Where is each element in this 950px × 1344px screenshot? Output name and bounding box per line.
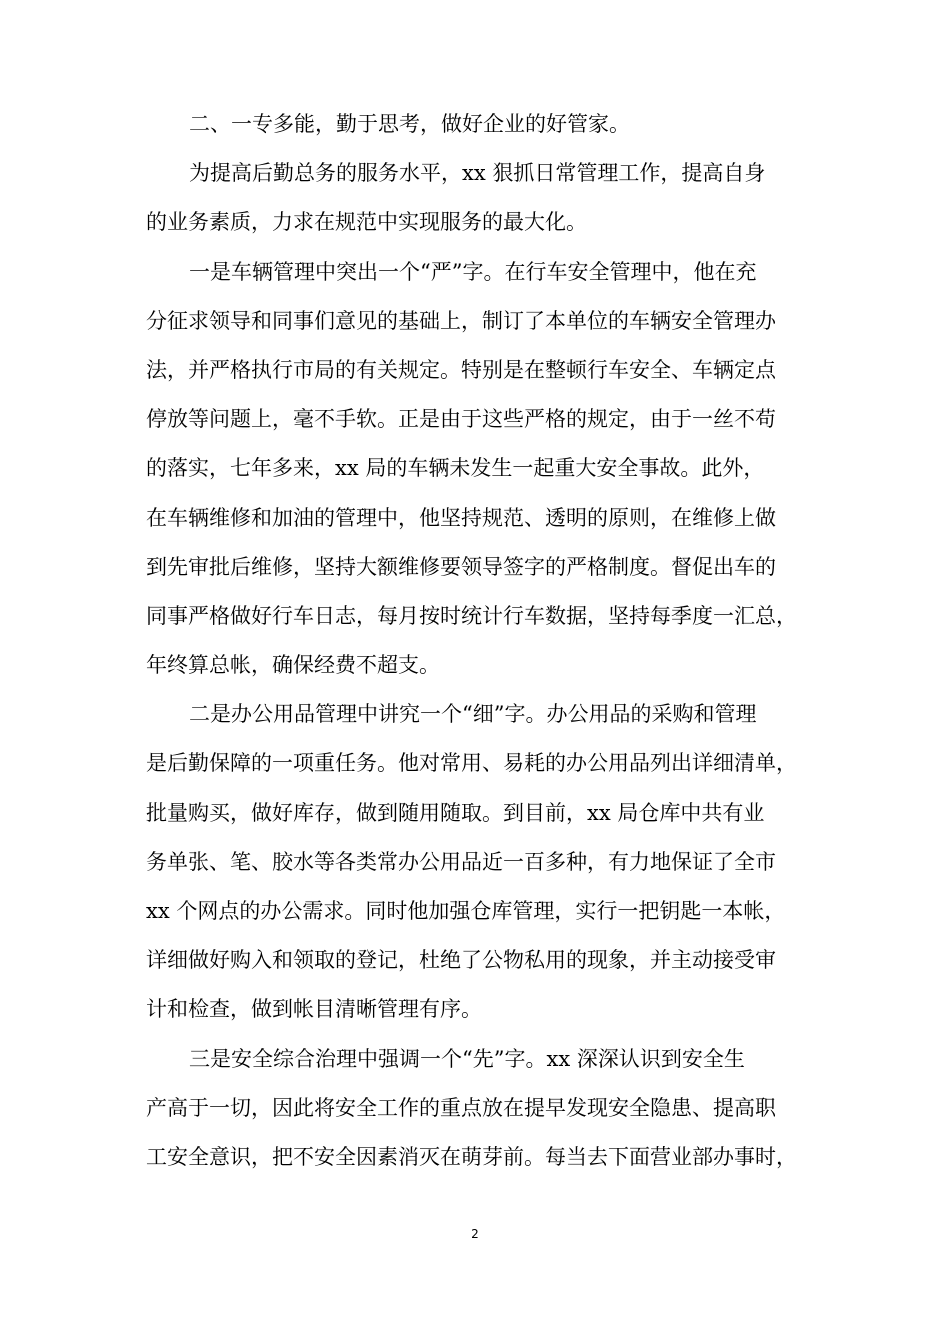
text-line: 的落实，七年多来，xx 局的车辆未发生一起重大安全事故。此外， [146,456,765,481]
text-line: 产高于一切，因此将安全工作的重点放在提早发现安全隐患、提高职 [146,1095,776,1120]
text-line: 务单张、笔、胶水等各类常办公用品近一百多种，有力地保证了全市 [146,849,776,874]
text-line: 批量购买，做好库存，做到随用随取。到目前，xx 局仓库中共有业 [146,800,765,825]
text-line: 二、一专多能，勤于思考，做好企业的好管家。 [189,112,630,136]
page-number: 2 [471,1227,479,1241]
text-line: 一是车辆管理中突出一个“严”字。在行车安全管理中，他在充 [189,259,757,284]
text-line: 法，并严格执行市局的有关规定。特别是在整顿行车安全、车辆定点 [146,357,776,382]
text-line: 到先审批后维修，坚持大额维修要领导签字的严格制度。督促出车的 [146,554,776,579]
document-body [146,100,812,1182]
text-line: 二是办公用品管理中讲究一个“细”字。办公用品的采购和管理 [189,702,757,727]
text-line: 详细做好购入和领取的登记，杜绝了公物私用的现象，并主动接受审 [146,948,776,973]
text-line: 的业务素质，力求在规范中实现服务的最大化。 [146,210,587,235]
text-line: 计和检查，做到帐目清晰管理有序。 [146,997,482,1022]
text-line: 为提高后勤总务的服务水平，xx 狠抓日常管理工作，提高自身 [189,161,766,186]
text-line: 三是安全综合治理中强调一个“先”字。xx 深深认识到安全生 [189,1046,745,1071]
text-line: 同事严格做好行车日志，每月按时统计行车数据，坚持每季度一汇总， [146,603,797,628]
text-line: 在车辆维修和加油的管理中，他坚持规范、透明的原则，在维修上做 [146,505,776,530]
text-line: 是后勤保障的一项重任务。他对常用、易耗的办公用品列出详细清单， [146,751,797,776]
text-line: xx 个网点的办公需求。同时他加强仓库管理，实行一把钥匙一本帐， [146,899,786,923]
text-line: 工安全意识，把不安全因素消灭在萌芽前。每当去下面营业部办事时， [146,1144,797,1169]
text-line: 年终算总帐，确保经费不超支。 [146,653,440,678]
text-line: 分征求领导和同事们意见的基础上，制订了本单位的车辆安全管理办 [146,308,776,333]
text-line: 停放等问题上，毫不手软。正是由于这些严格的规定，由于一丝不苟 [146,407,776,432]
